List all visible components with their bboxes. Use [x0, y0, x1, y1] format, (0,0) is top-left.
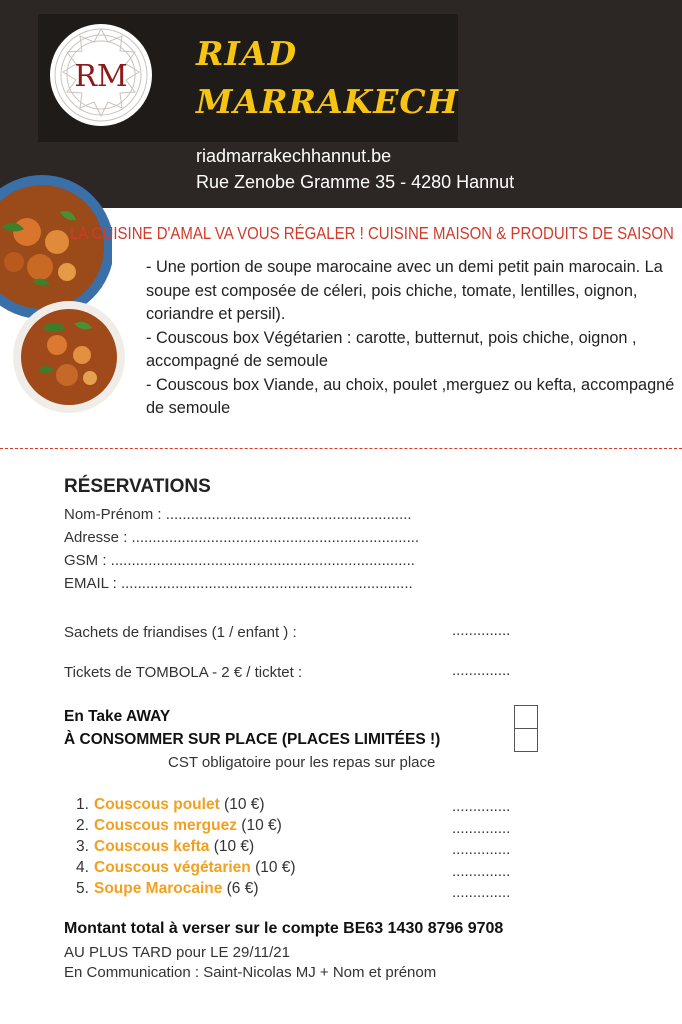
on-site-label: À CONSOMMER SUR PLACE (PLACES LIMITÉES !)	[64, 731, 441, 748]
take-away-checkbox[interactable]	[514, 705, 538, 729]
field-gsm-dots[interactable]: .........................................................................	[106, 552, 415, 569]
field-name[interactable]	[64, 506, 412, 523]
order-price: (10 €)	[250, 859, 296, 876]
candy-bags-label: Sachets de friandises (1 / enfant ) :	[64, 624, 297, 641]
order-price: (10 €)	[219, 796, 265, 813]
order-quantity-input[interactable]: ..............	[452, 862, 511, 880]
field-email-dots[interactable]: ......................................................................	[116, 575, 413, 592]
order-name: Couscous végétarien	[94, 859, 251, 876]
brand-line2: MARRAKECH	[196, 82, 459, 121]
menu-item-vegetarian: - Couscous box Végétarien : carotte, butternut, pois chiche, oignon , accompagné de semoule	[146, 328, 637, 370]
brand-name	[196, 30, 496, 126]
list-item: 5. Soupe Marocaine (6 €)	[76, 880, 259, 897]
menu-description	[146, 256, 676, 421]
order-quantity-input[interactable]: ..............	[452, 841, 511, 858]
tombola-quantity[interactable]: ..............	[452, 662, 511, 679]
payment-total: Montant total à verser sur le compte BE63 1430 8796 9708	[64, 920, 504, 937]
list-item: 3. Couscous kefta (10 €)	[76, 838, 255, 855]
lentil-soup-photo	[12, 300, 126, 414]
order-list	[76, 794, 296, 899]
menu-item-meat: - Couscous box Viande, au choix, poulet ,merguez ou kefta, accompagné de semoule	[146, 375, 675, 417]
candy-bags-quantity[interactable]: ..............	[452, 622, 511, 639]
take-away-label: En Take AWAY	[64, 708, 171, 725]
cst-note: CST obligatoire pour les repas sur place	[168, 754, 436, 771]
list-item: 4. Couscous végétarien (10 €)	[76, 859, 296, 876]
order-price: (10 €)	[209, 838, 255, 855]
order-name: Soupe Marocaine	[94, 880, 223, 897]
dashed-divider	[0, 448, 682, 449]
field-gsm-label: GSM :	[64, 552, 107, 569]
order-quantity-input[interactable]: ..............	[452, 884, 511, 901]
payment-communication: En Communication : Saint-Nicolas MJ + Nom et prénom	[64, 964, 437, 981]
order-quantity-input[interactable]: ..............	[452, 798, 511, 815]
address: Rue Zenobe Gramme 35 - 4280 Hannut	[196, 172, 515, 192]
order-name: Couscous kefta	[94, 838, 210, 855]
order-price: (10 €)	[236, 817, 282, 834]
website-link[interactable]: riadmarrakechhannut.be	[196, 146, 392, 166]
on-site-checkbox[interactable]	[514, 728, 538, 752]
reservations-title: RÉSERVATIONS	[64, 476, 211, 497]
tagline: LA CUISINE D'AMAL VA VOUS RÉGALER ! CUISINE MAISON & PRODUITS DE SAISON	[70, 224, 674, 244]
order-quantity-input[interactable]: ..............	[452, 819, 511, 837]
logo	[50, 24, 152, 126]
brand-line1: RIAD	[196, 34, 298, 73]
field-name-label: Nom-Prénom :	[64, 506, 162, 523]
tombola-label: Tickets de TOMBOLA - 2 € / ticktet :	[64, 664, 303, 681]
field-address[interactable]	[64, 529, 419, 546]
order-name: Couscous poulet	[94, 796, 220, 813]
order-price: (6 €)	[222, 880, 259, 897]
field-name-dots[interactable]: ...........................................................	[161, 506, 412, 523]
menu-item-soup: - Une portion de soupe marocaine avec un demi petit pain marocain. La soupe est composée de céleri, pois chiche, tomate, lentilles, oignon, coriandre et persil).	[146, 258, 663, 323]
order-name: Couscous merguez	[94, 817, 237, 834]
field-address-label: Adresse :	[64, 529, 128, 546]
field-gsm[interactable]	[64, 552, 415, 569]
field-address-dots[interactable]: .....................................................................	[127, 529, 420, 546]
list-item: 1. Couscous poulet (10 €)	[76, 796, 265, 813]
list-item: 2. Couscous merguez (10 €)	[76, 817, 282, 834]
payment-deadline: AU PLUS TARD pour LE 29/11/21	[64, 944, 290, 961]
field-email-label: EMAIL :	[64, 575, 117, 592]
field-email[interactable]	[64, 575, 413, 592]
order-quantities	[452, 796, 510, 904]
logo-text: RM	[74, 59, 128, 94]
